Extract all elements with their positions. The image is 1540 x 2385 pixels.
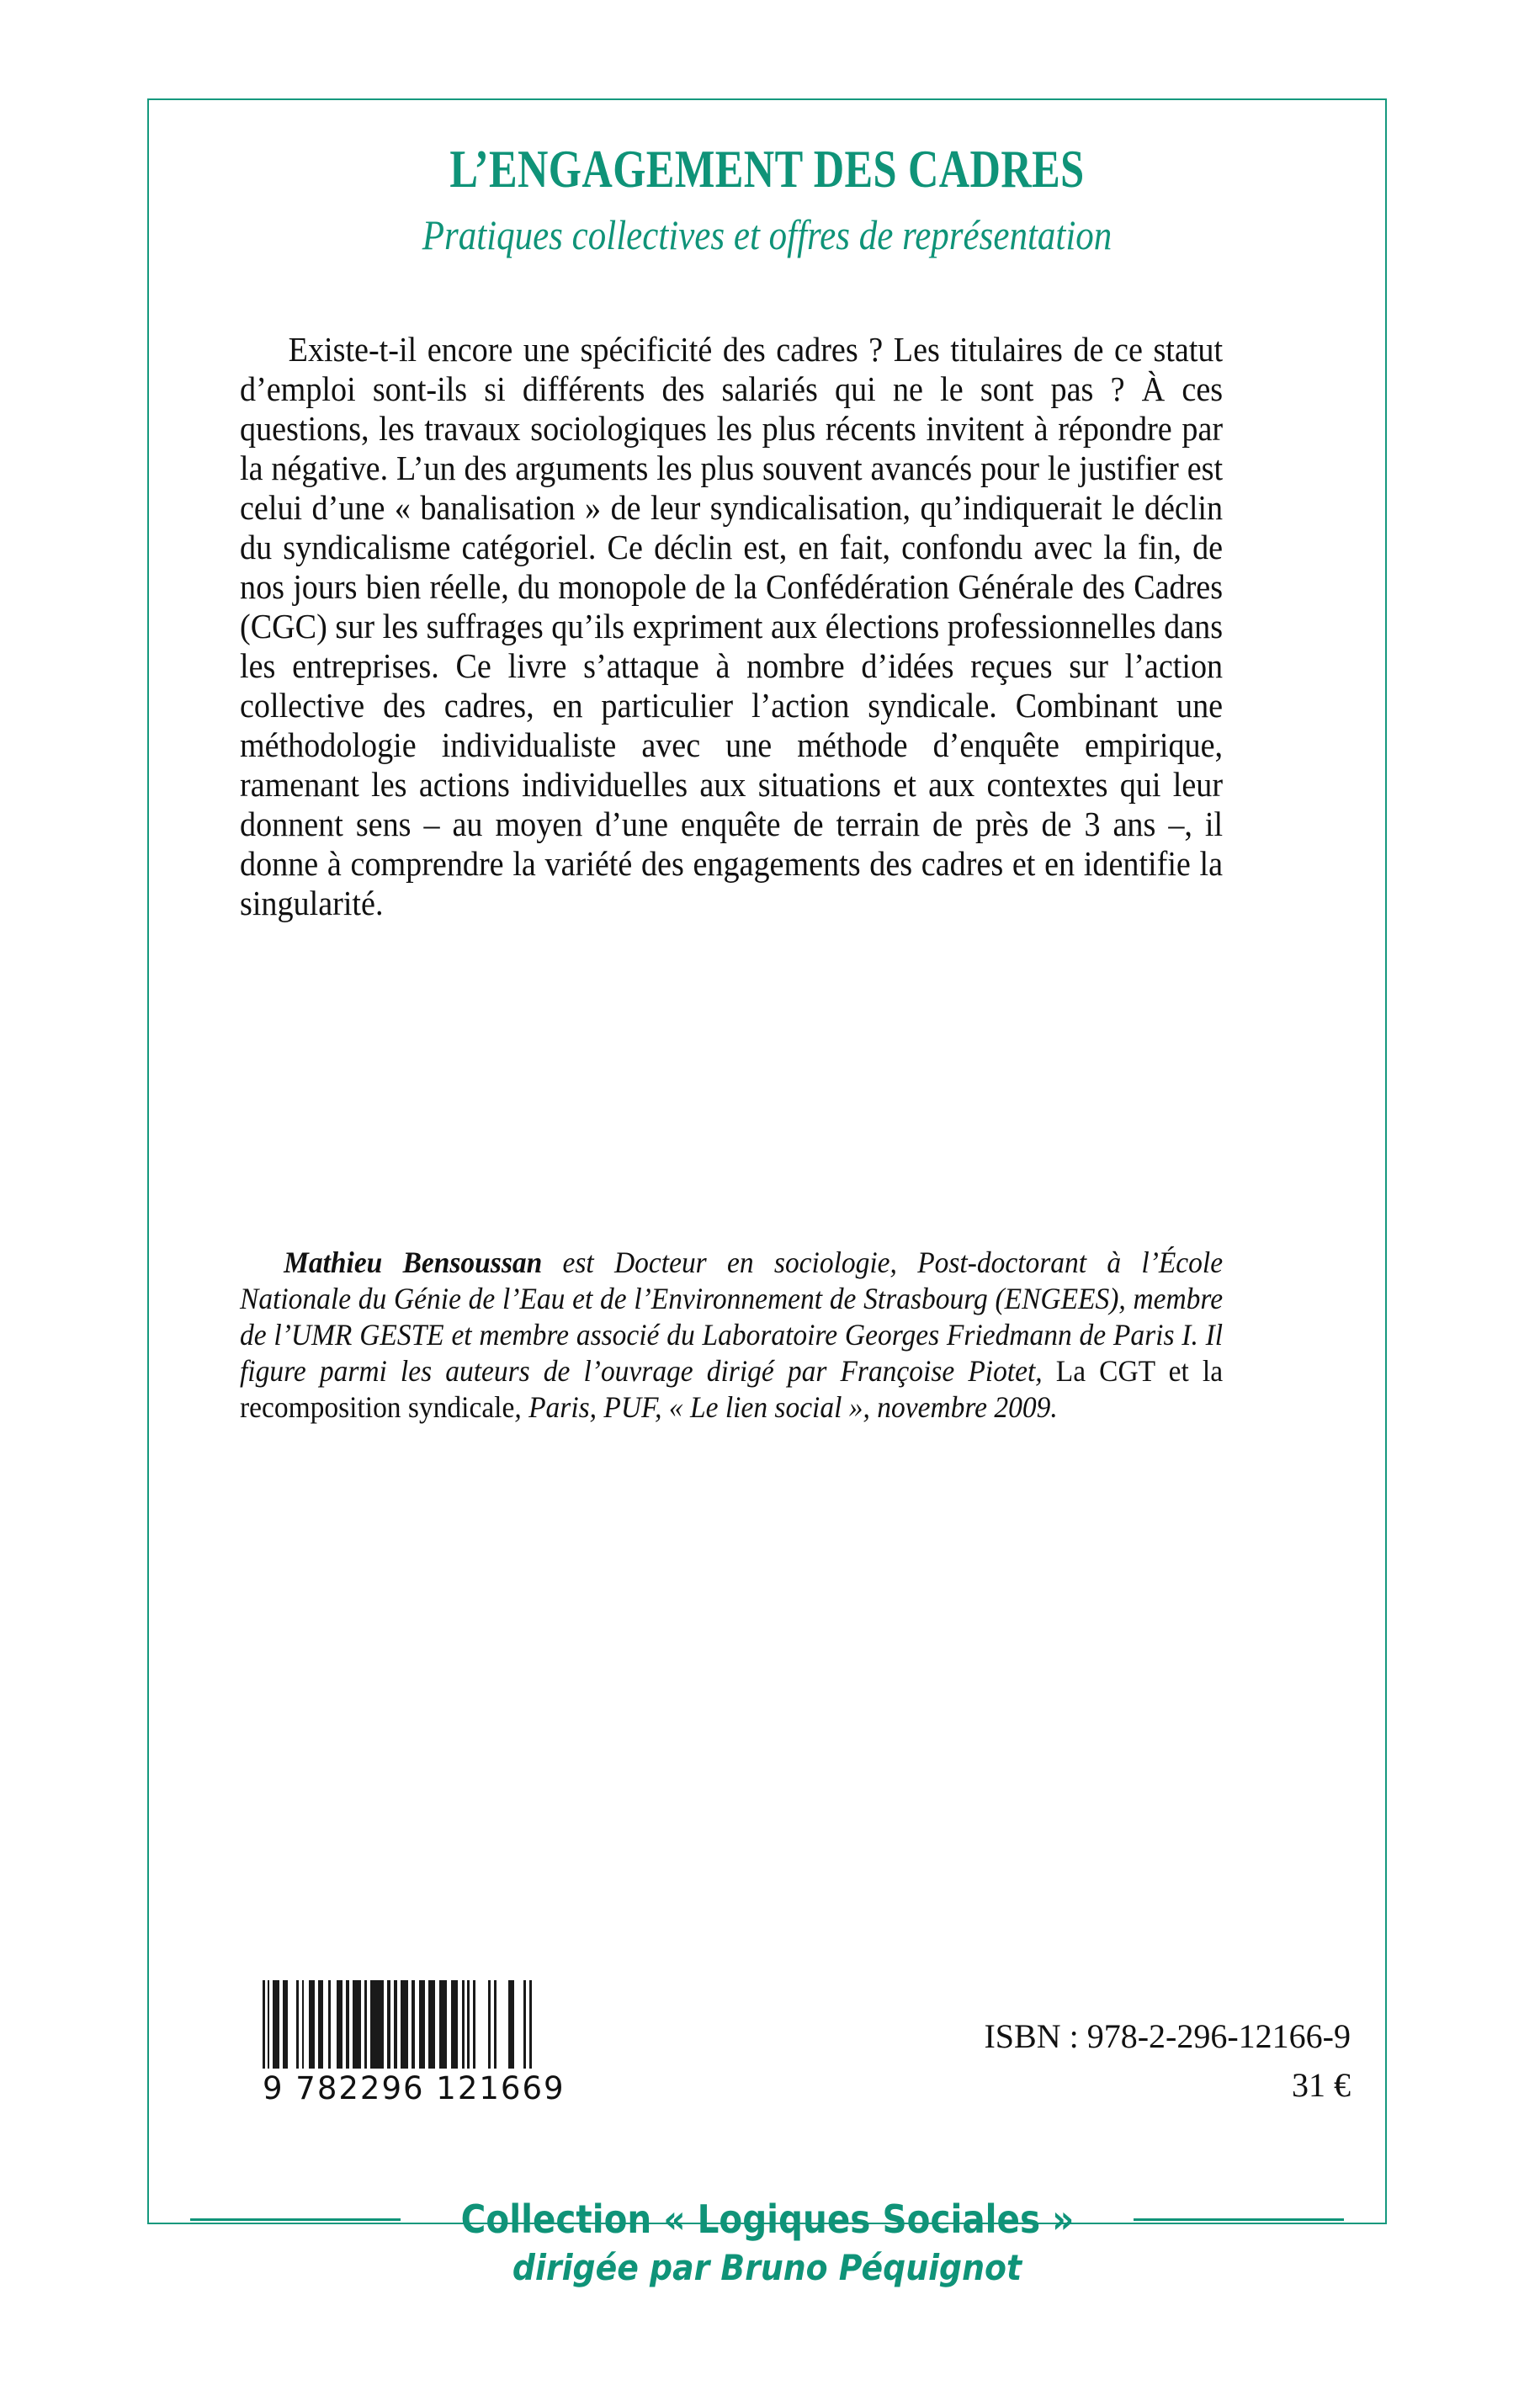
footer-rule-left (190, 2218, 401, 2221)
isbn-value: ISBN : 978-2-296-12166-9 (984, 2017, 1351, 2055)
collection-title: Collection « Logiques Sociales » (460, 2196, 1074, 2242)
price-value: 31 € (1292, 2066, 1351, 2104)
barcode-digits: 9 782296 121669 (263, 2070, 566, 2106)
author-bio-block (240, 1245, 1223, 1426)
blurb-text-block (240, 330, 1223, 923)
ean13-barcode-icon (263, 1980, 557, 2069)
page-subtitle: Pratiques collectives et offres de représentation (422, 211, 1113, 259)
collection-director: dirigée par Bruno Péquignot (512, 2247, 1022, 2288)
title-block (147, 141, 1387, 258)
referenced-work-title: La CGT et la recomposition syndicale (240, 1354, 1224, 1424)
barcode-area (263, 1980, 566, 2106)
isbn-area (984, 2016, 1351, 2106)
author-bio-paragraph (240, 1245, 1223, 1426)
footer-area (147, 2196, 1387, 2288)
author-bio-part-1: est Docteur en sociologie, Post-doctorant à l’École Nationale du Génie de l’Eau et de l’Environnement de Strasbourg (ENGEES), membre de l’UMR GESTE et membre associé du Laboratoire Georges Friedmann de Paris I. Il figure parmi les auteurs de l’ouvrage dirigé par Françoise Piotet, (240, 1246, 1224, 1388)
author-name: Mathieu Bensoussan (284, 1246, 543, 1279)
collection-row (147, 2196, 1387, 2242)
page-title: L’ENGAGEMENT DES CADRES (449, 140, 1085, 199)
author-bio-part-2: , Paris, PUF, « Le lien social », novembre 2009. (514, 1390, 1058, 1424)
blurb-paragraph: Existe-t-il encore une spécificité des cadres ? Les titulaires de ce statut d’emploi sont-ils si différents des salariés qui ne le sont pas ? À ces questions, les travaux sociologiques les plus récents invitent à répondre par la négative. L’un des arguments les plus souvent avancés pour le justifier est celui d’une « banalisation » de leur syndicalisation, qu’indiquerait le déclin du syndicalisme catégoriel. Ce déclin est, en fait, confondu avec la fin, de nos jours bien réelle, du monopole de la Confédération Générale des Cadres (CGC) sur les suffrages qu’ils expriment aux élections professionnelles dans les entreprises. Ce livre s’attaque à nombre d’idées reçues sur l’action collective des cadres, en particulier l’action syndicale. Combinant une méthodologie individualiste avec une méthode d’enquête empirique, ramenant les actions individuelles aux situations et aux contextes qui leur donnent sens – au moyen d’une enquête de terrain de près de 3 ans –, il donne à comprendre la variété des engagements des cadres et en identifie la singularité. (240, 330, 1224, 922)
footer-rule-right (1134, 2218, 1344, 2221)
